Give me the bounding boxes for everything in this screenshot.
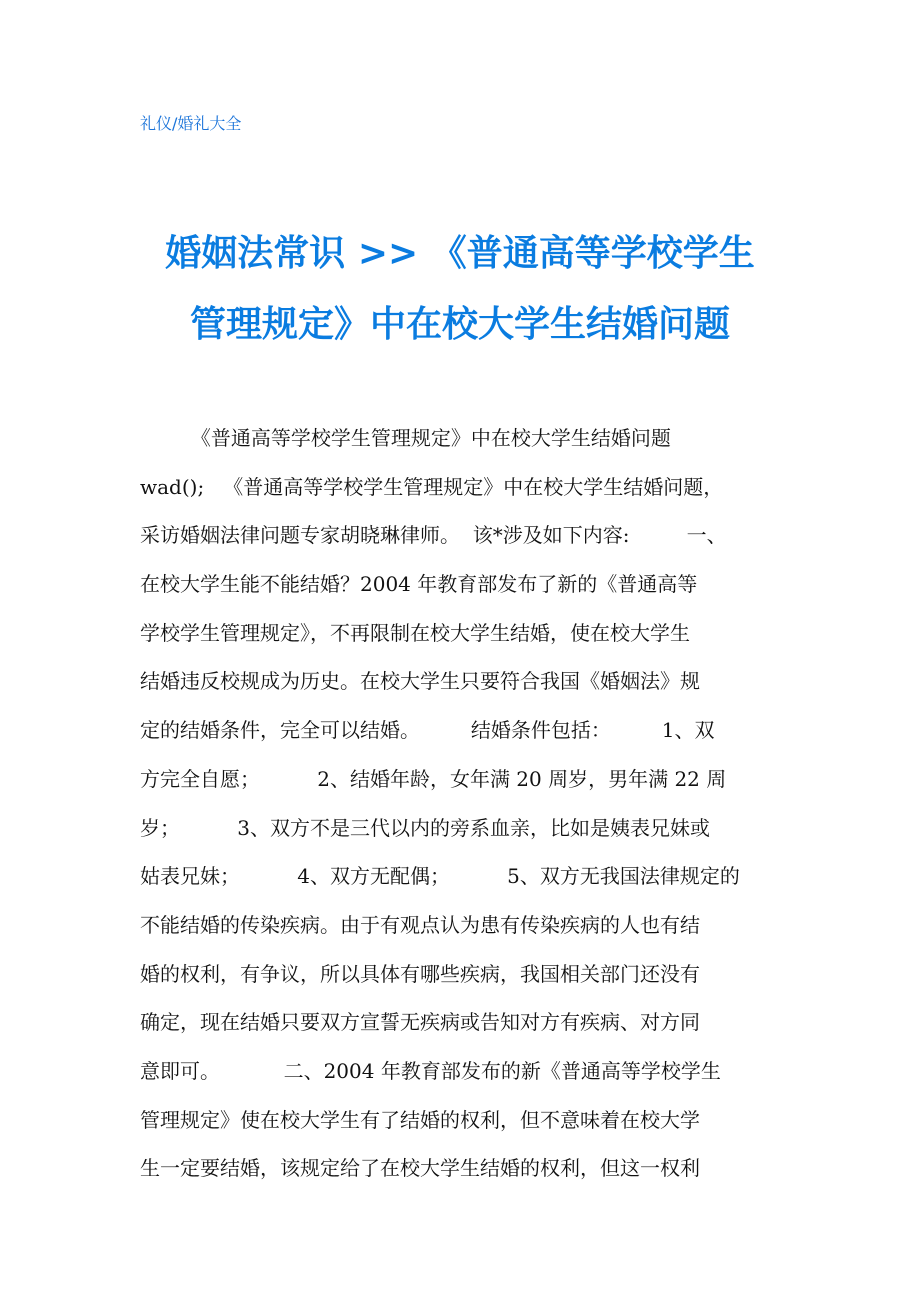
body-line: 管理规定》使在校大学生有了结婚的权利，但不意味着在校大学: [140, 1107, 700, 1132]
title-line-2: 管理规定》中在校大学生结婚问题: [189, 304, 730, 345]
body-line: 方完全自愿； 2、结婚年龄，女年满 20 周岁，男年满 22 周: [140, 766, 727, 791]
title-line-1: 婚姻法常识 >> 《普通高等学校学生: [165, 233, 755, 274]
body-line: 在校大学生能不能结婚？2004 年教育部发布了新的《普通高等: [140, 572, 698, 597]
body-line: wad(); 《普通高等学校学生管理规定》中在校大学生结婚问题，: [140, 474, 724, 499]
body-line: 结婚违反校规成为历史。在校大学生只要符合我国《婚姻法》规: [140, 669, 700, 694]
body-line: 不能结婚的传染疾病。由于有观点认为患有传染疾病的人也有结: [140, 912, 700, 937]
body-line: 生一定要结婚，该规定给了在校大学生结婚的权利，但这一权利: [140, 1156, 700, 1181]
page-title: [130, 218, 790, 360]
body-line: 确定，现在结婚只要双方宣誓无疾病或告知对方有疾病、对方同: [140, 1010, 700, 1035]
body-line: 学校学生管理规定》，不再限制在校大学生结婚，使在校大学生: [140, 620, 690, 645]
body-line: 《普通高等学校学生管理规定》中在校大学生结婚问题: [140, 426, 671, 450]
article-body: [140, 414, 790, 1193]
body-line: 姑表兄妹； 4、双方无配偶； 5、双方无我国法律规定的: [140, 864, 740, 889]
body-line: 定的结婚条件，完全可以结婚。 结婚条件包括： 1、双: [140, 718, 715, 743]
body-line: 意即可。 二、2004 年教育部发布的新《普通高等学校学生: [140, 1058, 721, 1083]
body-line: 采访婚姻法律问题专家胡晓琳律师。 该*涉及如下内容: 一、: [140, 523, 727, 548]
breadcrumb[interactable]: 礼仪/婚礼大全: [140, 114, 242, 133]
body-line: 婚的权利，有争议，所以具体有哪些疾病，我国相关部门还没有: [140, 961, 700, 986]
body-line: 岁； 3、双方不是三代以内的旁系血亲，比如是姨表兄妹或: [140, 815, 710, 840]
